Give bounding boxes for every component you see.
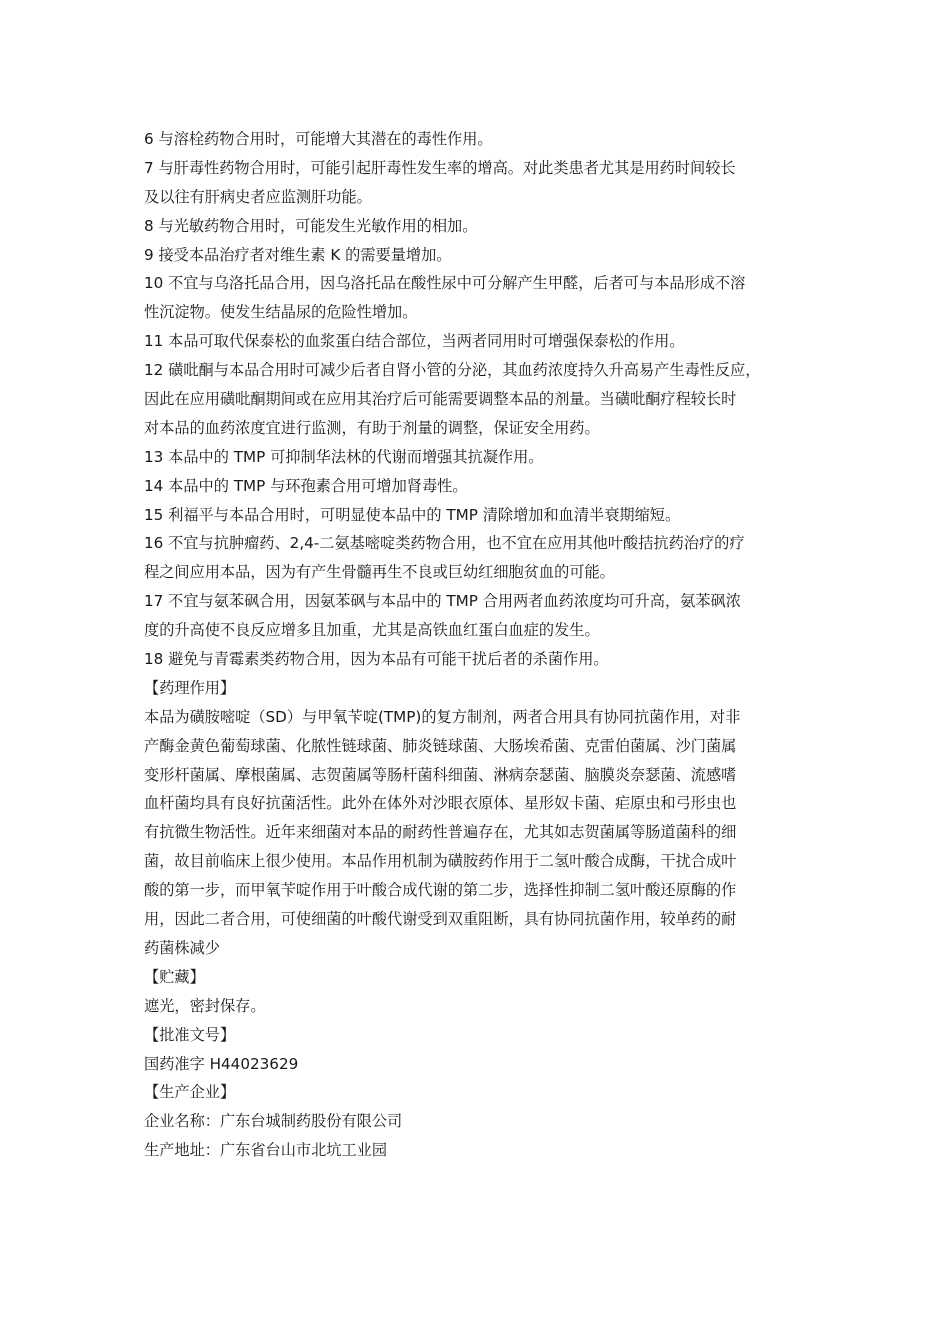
pharmacology-heading: 【药理作用】 bbox=[144, 678, 236, 697]
interaction-line: 度的升高使不良反应增多且加重，尤其是高铁血红蛋白血症的发生。 bbox=[144, 621, 600, 640]
drug-interactions-list bbox=[144, 125, 812, 674]
pharmacology-section bbox=[144, 674, 812, 963]
manufacturer-address: 生产地址：广东省台山市北坑工业园 bbox=[144, 1141, 387, 1160]
interaction-item bbox=[144, 269, 812, 327]
interaction-line: 8 与光敏药物合用时，可能发生光敏作用的相加。 bbox=[144, 216, 478, 235]
pharmacology-line: 用，因此二者合用，可使细菌的叶酸代谢受到双重阻断，具有协同抗菌作用，较单药的耐 bbox=[144, 910, 737, 929]
interaction-line: 10 不宜与乌洛托品合用，因乌洛托品在酸性尿中可分解产生甲醛，后者可与本品形成不溶 bbox=[144, 274, 746, 293]
interaction-line: 17 不宜与氨苯砜合用，因氨苯砜与本品中的 TMP 合用两者血药浓度均可升高，氨苯砜浓 bbox=[144, 592, 741, 611]
interaction-item bbox=[144, 154, 812, 212]
pharmacology-line: 菌，故目前临床上很少使用。本品作用机制为磺胺药作用于二氢叶酸合成酶，干扰合成叶 bbox=[144, 852, 737, 871]
interaction-line: 12 磺吡酮与本品合用时可减少后者自肾小管的分泌，其血药浓度持久升高易产生毒性反应， bbox=[144, 361, 761, 380]
manufacturer-section bbox=[144, 1078, 812, 1165]
interaction-line: 及以往有肝病史者应监测肝功能。 bbox=[144, 187, 372, 206]
interaction-item bbox=[144, 587, 812, 645]
interaction-line: 7 与肝毒性药物合用时，可能引起肝毒性发生率的增高。对此类患者尤其是用药时间较长 bbox=[144, 158, 736, 177]
storage-section bbox=[144, 963, 812, 1021]
interaction-item bbox=[144, 241, 812, 270]
interaction-item bbox=[144, 529, 812, 587]
pharmacology-line: 有抗微生物活性。近年来细菌对本品的耐药性普遍存在，尤其如志贺菌属等肠道菌科的细 bbox=[144, 823, 737, 842]
interaction-line: 程之间应用本品，因为有产生骨髓再生不良或巨幼红细胞贫血的可能。 bbox=[144, 563, 615, 582]
manufacturer-heading: 【生产企业】 bbox=[144, 1083, 236, 1102]
storage-text: 遮光，密封保存。 bbox=[144, 996, 266, 1015]
interaction-item bbox=[144, 212, 812, 241]
pharmacology-line: 产酶金黄色葡萄球菌、化脓性链球菌、肺炎链球菌、大肠埃希菌、克雷伯菌属、沙门菌属 bbox=[144, 736, 737, 755]
pharmacology-body bbox=[144, 703, 812, 963]
interaction-item bbox=[144, 472, 812, 501]
interaction-line: 6 与溶栓药物合用时，可能增大其潜在的毒性作用。 bbox=[144, 130, 493, 148]
interaction-line: 11 本品可取代保泰松的血浆蛋白结合部位，当两者同用时可增强保泰松的作用。 bbox=[144, 332, 685, 351]
approval-section bbox=[144, 1021, 812, 1079]
pharmacology-line: 本品为磺胺嘧啶（SD）与甲氧苄啶(TMP)的复方制剂，两者合用具有协同抗菌作用，对非 bbox=[144, 707, 741, 726]
interaction-line: 9 接受本品治疗者对维生素 K 的需要量增加。 bbox=[144, 245, 452, 264]
interaction-item bbox=[144, 327, 812, 356]
manufacturer-name: 企业名称：广东台城制药股份有限公司 bbox=[144, 1112, 403, 1131]
interaction-item bbox=[144, 443, 812, 472]
pharmacology-line: 药菌株减少 bbox=[144, 938, 220, 957]
approval-number: 国药准字 H44023629 bbox=[144, 1054, 299, 1073]
interaction-item bbox=[144, 501, 812, 530]
document-page bbox=[144, 125, 812, 1165]
interaction-line: 对本品的血药浓度宜进行监测，有助于剂量的调整，保证安全用药。 bbox=[144, 418, 600, 437]
interaction-line: 因此在应用磺吡酮期间或在应用其治疗后可能需要调整本品的剂量。当磺吡酮疗程较长时 bbox=[144, 390, 737, 409]
interaction-line: 13 本品中的 TMP 可抑制华法林的代谢而增强其抗凝作用。 bbox=[144, 447, 544, 466]
interaction-line: 性沉淀物。使发生结晶尿的危险性增加。 bbox=[144, 303, 418, 322]
interaction-line: 14 本品中的 TMP 与环孢素合用可增加肾毒性。 bbox=[144, 476, 468, 495]
approval-heading: 【批准文号】 bbox=[144, 1025, 236, 1044]
interaction-item bbox=[144, 645, 812, 674]
interaction-line: 15 利福平与本品合用时，可明显使本品中的 TMP 清除增加和血清半衰期缩短。 bbox=[144, 505, 681, 524]
pharmacology-line: 酸的第一步，而甲氧苄啶作用于叶酸合成代谢的第二步，选择性抑制二氢叶酸还原酶的作 bbox=[144, 881, 737, 900]
interaction-item bbox=[144, 356, 812, 443]
interaction-line: 18 避免与青霉素类药物合用，因为本品有可能干扰后者的杀菌作用。 bbox=[144, 650, 609, 669]
pharmacology-line: 血杆菌均具有良好抗菌活性。此外在体外对沙眼衣原体、星形奴卡菌、疟原虫和弓形虫也 bbox=[144, 794, 737, 813]
interaction-line: 16 不宜与抗肿瘤药、2,4-二氨基嘧啶类药物合用，也不宜在应用其他叶酸拮抗药治疗的疗 bbox=[144, 534, 745, 553]
pharmacology-line: 变形杆菌属、摩根菌属、志贺菌属等肠杆菌科细菌、淋病奈瑟菌、脑膜炎奈瑟菌、流感嗜 bbox=[144, 765, 737, 784]
storage-heading: 【贮藏】 bbox=[144, 967, 205, 986]
interaction-item bbox=[144, 125, 812, 154]
